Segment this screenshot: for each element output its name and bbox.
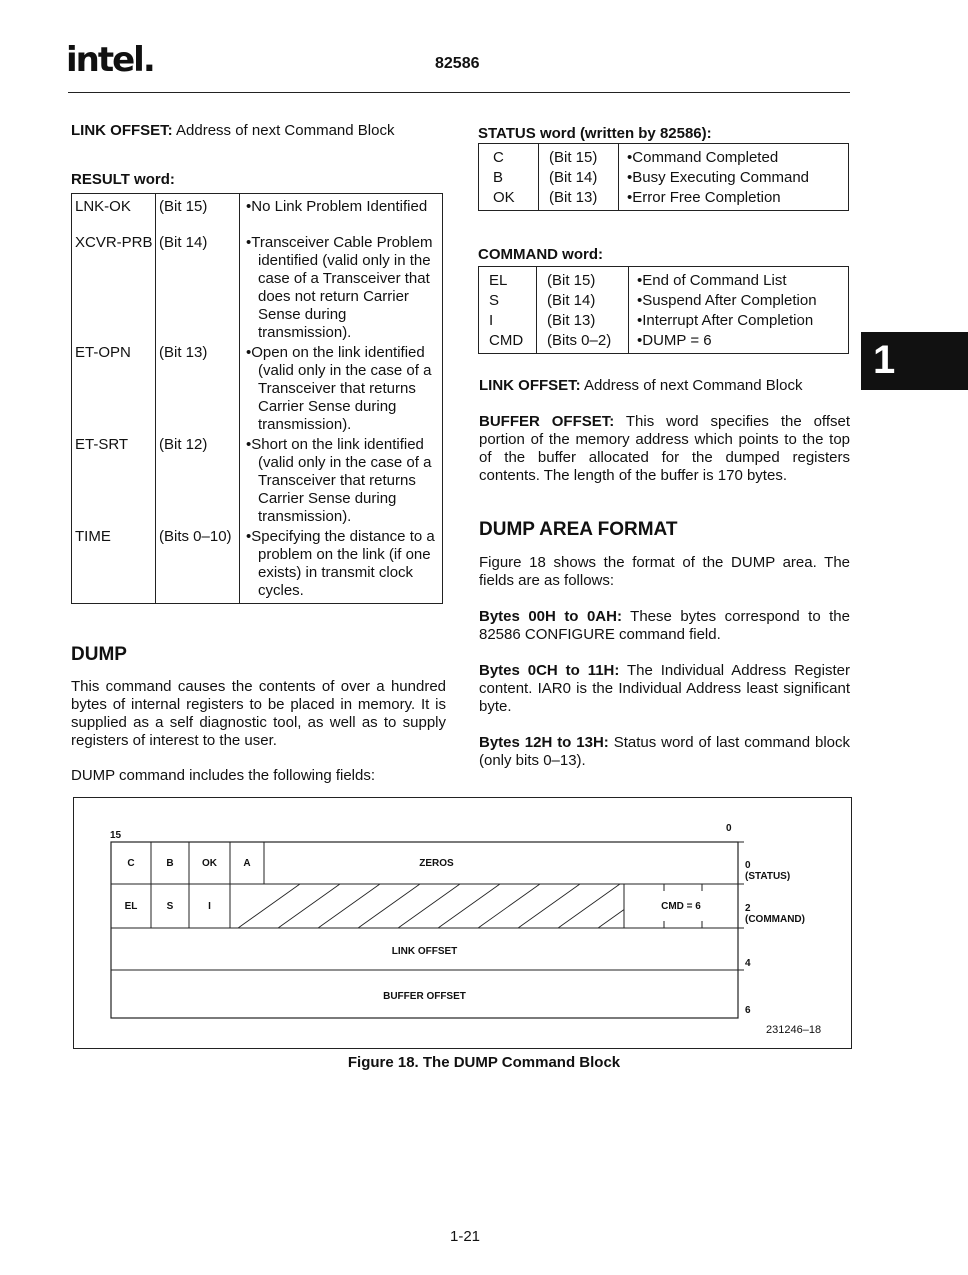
field-c: C bbox=[127, 858, 135, 869]
bytes-00h-0ah-paragraph: Bytes 00H to 0AH: These bytes correspond to the 82586 CONFIGURE command field. bbox=[479, 608, 850, 643]
field-cmd: CMD = 6 bbox=[661, 901, 701, 912]
bit-0-label: 0 bbox=[726, 823, 732, 834]
field-s: S bbox=[166, 901, 174, 912]
table-row: LNK-OK (Bit 15) • No Link Problem Identified bbox=[72, 194, 443, 234]
table-row: CMD (Bits 0–2) • DUMP = 6 bbox=[479, 331, 849, 354]
table-row: S (Bit 14) • Suspend After Completion bbox=[479, 291, 849, 311]
right-link-offset: LINK OFFSET: Address of next Command Block bbox=[479, 377, 803, 394]
dump-area-format-heading: DUMP AREA FORMAT bbox=[479, 519, 678, 540]
dump-paragraph: This command causes the contents of over a hundred bytes of internal registers to be placed in memory. It is supplied as a self diagnostic tool, as well as to supply registers of interest to the user. bbox=[71, 678, 446, 749]
field-a: A bbox=[243, 858, 251, 869]
bytes-0ch-11h-paragraph: Bytes 0CH to 11H: The Individual Address Register content. IAR0 is the Individual Address least significant byte. bbox=[479, 662, 850, 715]
status-word-table bbox=[478, 143, 849, 211]
dump-area-paragraph: Figure 18 shows the format of the DUMP area. The fields are as follows: bbox=[479, 554, 850, 589]
table-row: ET-SRT (Bit 12) • Short on the link identified (valid only in the case of a Transceiver that returns Carrier Sense during transmission). bbox=[72, 435, 443, 527]
dump-command-block-figure bbox=[73, 797, 852, 1049]
field-el: EL bbox=[124, 901, 138, 912]
table-row: ET-OPN (Bit 13) • Open on the link identified (valid only in the case of a Transceiver that returns Carrier Sense during transmission). bbox=[72, 343, 443, 435]
intel-logo: intel. bbox=[66, 40, 154, 80]
table-row: EL (Bit 15) • End of Command List bbox=[479, 267, 849, 292]
status-word-label: STATUS word (written by 82586): bbox=[478, 125, 712, 142]
buffer-offset-paragraph: BUFFER OFFSET: This word specifies the offset portion of the memory address which points to the top of the buffer allocated for the dumped registers contents. The length of the buffer is 170 bytes. bbox=[479, 413, 851, 484]
page-number: 1-21 bbox=[449, 1228, 481, 1245]
table-row: TIME (Bits 0–10) • Specifying the distance to a problem on the link (if one exists) in transmit clock cycles. bbox=[72, 527, 443, 604]
bytes-12h-13h-paragraph: Bytes 12H to 13H: Status word of last command block (only bits 0–13). bbox=[479, 734, 850, 769]
offset-4: 4 bbox=[745, 958, 751, 969]
dump-heading: DUMP bbox=[71, 644, 127, 665]
command-word-label: COMMAND word: bbox=[478, 246, 603, 263]
figure-reference: 231246–18 bbox=[766, 1024, 822, 1036]
field-link-offset: LINK OFFSET bbox=[391, 946, 458, 957]
field-zeros: ZEROS bbox=[419, 858, 454, 869]
field-buffer-offset: BUFFER OFFSET bbox=[383, 991, 466, 1002]
left-link-offset: LINK OFFSET: Address of next Command Block bbox=[71, 122, 395, 139]
table-row: OK (Bit 13) • Error Free Completion bbox=[479, 188, 849, 211]
dump-fields-text: DUMP command includes the following fields: bbox=[71, 767, 376, 784]
header-rule bbox=[68, 92, 850, 93]
offset-2: 2 (COMMAND) bbox=[745, 903, 805, 925]
document-number: 82586 bbox=[435, 55, 480, 72]
table-row: I (Bit 13) • Interrupt After Completion bbox=[479, 311, 849, 331]
figure-caption: Figure 18. The DUMP Command Block bbox=[347, 1054, 621, 1071]
offset-6: 6 bbox=[745, 1005, 751, 1016]
table-row: B (Bit 14) • Busy Executing Command bbox=[479, 168, 849, 188]
field-b: B bbox=[166, 858, 174, 869]
result-word-label: RESULT word: bbox=[71, 171, 175, 188]
offset-0: 0 (STATUS) bbox=[745, 860, 791, 882]
result-word-table bbox=[71, 193, 443, 604]
table-row: XCVR-PRB (Bit 14) • Transceiver Cable Problem identified (valid only in the case of a Transceiver that does not return Carrier Sense during transmission). bbox=[72, 233, 443, 343]
command-word-table bbox=[478, 266, 849, 354]
field-i: I bbox=[208, 901, 211, 912]
field-ok: OK bbox=[202, 858, 217, 869]
bit-15-label: 15 bbox=[110, 830, 122, 841]
figure-diagram bbox=[74, 798, 851, 1048]
table-row: C (Bit 15) • Command Completed bbox=[479, 144, 849, 169]
section-tab: 1 bbox=[861, 332, 968, 390]
